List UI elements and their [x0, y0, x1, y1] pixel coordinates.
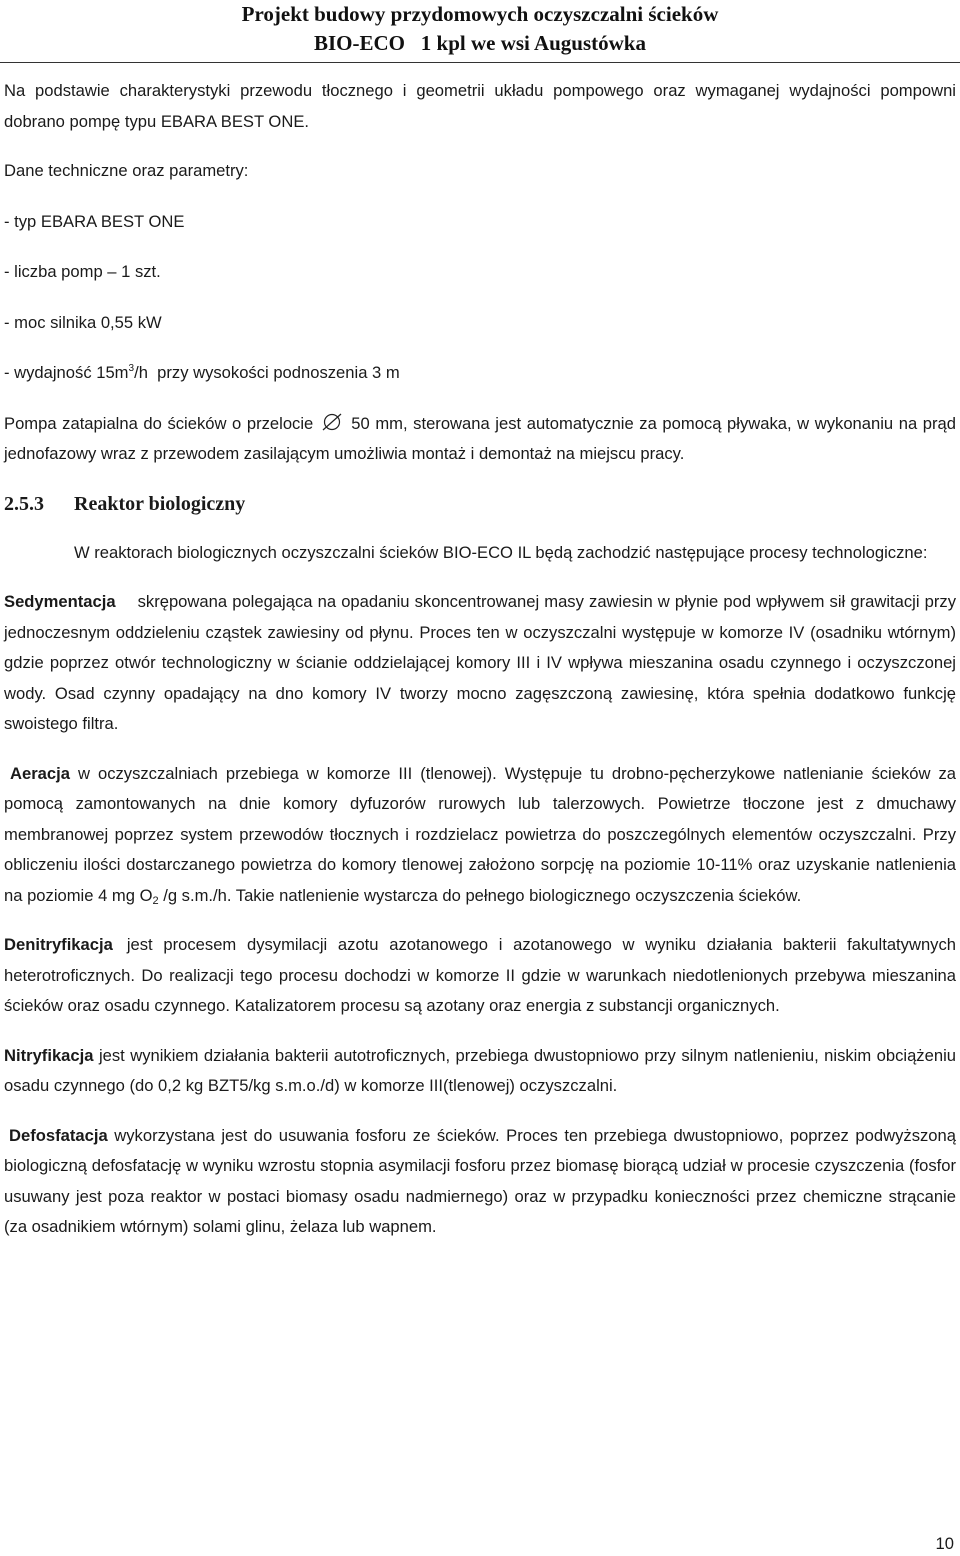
spec-type: - typ EBARA BEST ONE: [4, 211, 185, 231]
nitrification-term: Nitryfikacja: [4, 1045, 94, 1065]
page-header: [0, 0, 960, 62]
page-number: 10: [935, 1534, 954, 1553]
denitrification-paragraph: [4, 930, 956, 1022]
sedimentation-term: Sedymentacja: [4, 592, 116, 611]
oxygen-subscript: 2: [152, 894, 159, 907]
dephosphatation-term: Defosfatacja: [9, 1125, 108, 1145]
spec-pump-count: - liczba pomp – 1 szt.: [4, 262, 161, 281]
aeration-paragraph: [4, 759, 956, 912]
header-subtitle: BIO-ECO 1 kpl we wsi Augustówka: [314, 31, 646, 55]
nitrification-text: jest wynikiem działania bakterii autotroficznych, przebiega dwustopniowo przy silnym natlenieniu, niskim obciążeniu osadu czynnego (do 0,2 kg BZT5/kg s.m.o./d) w komorze III(tlenowej) oczyszczalni.: [4, 1045, 956, 1095]
section-heading: [4, 489, 956, 519]
spec-capacity-exponent: 3: [128, 363, 135, 374]
sedimentation-paragraph: [4, 587, 956, 740]
pump-selection-paragraph: Na podstawie charakterystyki przewodu tłocznego i geometrii układu pompowego oraz wymaganej wydajności pompowni dobrano pompę typu EBARA BEST ONE.: [4, 81, 956, 131]
pump-description-start: Pompa zatapialna do ścieków o przelocie: [4, 413, 314, 433]
aeration-term: Aeracja: [10, 763, 70, 783]
header-title: Projekt budowy przydomowych oczyszczalni ścieków: [241, 2, 719, 26]
section-number: 2.5.3: [4, 492, 44, 515]
denitrification-text: jest procesem dysymilacji azotu azotanowego i azotanowego w wyniku działania bakterii fakultatywnych heterotroficznych. Do realizacji tego procesu dochodzi w komorze II gdzie w warunkach niedotlenionych przebywa mieszanina ścieków oraz osadu czynnego. Katalizatorem procesu są azotany oraz energia z substancji organicznych.: [4, 935, 956, 1015]
aeration-text: w oczyszczalniach przebiega w komorze III (tlenowej). Występuje tu drobno-pęcherzykowe natlenianie ścieków za pomocą zamontowanych na dnie komory dyfuzorów rurowych lub talerzowych. Powietrze tłoczone jest z dmuchawy membranowej poprzez system przewodów tłocznych i rozdzielacz powietrza do poszczególnych elementów oczyszczalni. Przy obliczeniu ilości dostarczanego powietrza do komory tlenowej założono sorpcję na poziomie 10-11% oraz uzyskanie natlenienia na poziomie 4 mg O: [4, 763, 956, 905]
spec-motor-power: - moc silnika 0,55 kW: [4, 312, 162, 332]
dephosphatation-paragraph: [4, 1121, 956, 1243]
spec-capacity: [4, 358, 956, 389]
pump-description-paragraph: [4, 409, 956, 470]
technical-data-heading: Dane techniczne oraz parametry:: [4, 161, 249, 180]
sedimentation-text: skrępowana polegająca na opadaniu skoncentrowanej masy zawiesin w płynie pod wpływem sił grawitacji przy jednoczesnym oddzieleniu cząstek zawiesiny od płynu. Proces ten w oczyszczalni występuje w komorze IV (osadniku wtórnym) gdzie poprzez otwór technologiczny w ścianie oddzielającej komory III i IV wpływa mieszanina osadu czynnego i oczyszczonej wody. Osad czynny opadający na dno komory IV tworzy mocno zagęszczoną zawiesinę, która spełnia dodatkowo funkcję swoistego filtra.: [4, 592, 956, 733]
section-title: Reaktor biologiczny: [74, 492, 246, 515]
nitrification-paragraph: [4, 1041, 956, 1102]
header-rule: [0, 62, 960, 63]
spec-capacity-text: - wydajność 15m: [4, 363, 129, 382]
diameter-symbol-icon: [319, 413, 345, 431]
reactor-intro-paragraph: W reaktorach biologicznych oczyszczalni ścieków BIO-ECO IL będą zachodzić następujące procesy technologiczne:: [74, 542, 928, 562]
document-body: [4, 76, 956, 1262]
pump-description-end: 50 mm, sterowana jest automatycznie za pomocą pływaka, w wykonaniu na prąd jednofazowy wraz z przewodem zasilającym umożliwia montaż i demontaż na miejscu pracy.: [4, 413, 956, 463]
denitrification-term: Denitryfikacja: [4, 935, 113, 954]
spec-capacity-rest: /h przy wysokości podnoszenia 3 m: [134, 363, 400, 382]
aeration-tail: /g s.m./h. Takie natlenienie wystarcza do pełnego biologicznego oczyszczenia ścieków.: [158, 885, 802, 905]
dephosphatation-text: wykorzystana jest do usuwania fosforu ze ścieków. Proces ten przebiega dwustopniowo, poprzez podwyższoną biologiczną defosfatację w wyniku wzrostu stopnia asymilacji fosforu przez biomasę biorącą udział w procesie czyszczenia (fosfor usuwany jest poza reaktor w postaci biomasy osadu nadmiernego) oraz w przypadku konieczności przez chemiczne strącanie (za osadnikiem wtórnym) solami glinu, żelaza lub wapnem.: [4, 1125, 956, 1236]
